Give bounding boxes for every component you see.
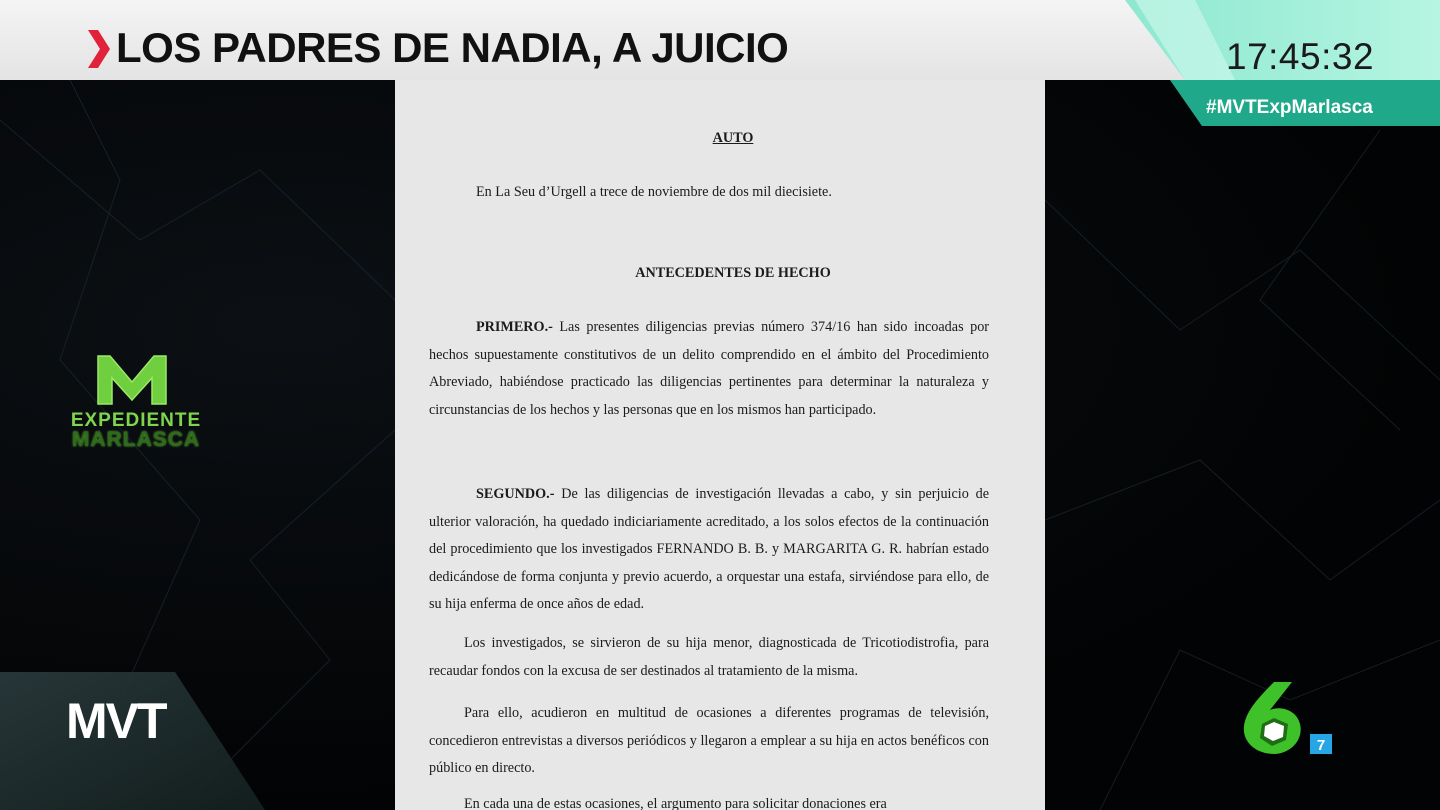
document-paragraph xyxy=(429,791,989,810)
court-document-page xyxy=(395,80,1045,810)
document-paragraph xyxy=(429,700,989,783)
document-paragraph-primero xyxy=(429,314,989,424)
chevron-right-icon xyxy=(88,30,110,68)
paragraph-text: Para ello, acudieron en multitud de ocasiones a diferentes programas de televisión, concedieron entrevistas a diversos periódicos y llegaron a emplear a su hija en actos benéficos con público en directo. xyxy=(429,705,989,776)
paragraph-lead: PRIMERO.- xyxy=(476,319,553,335)
channel-bug-mvt: MVT xyxy=(66,693,166,749)
paragraph-text: Las presentes diligencias previas número 374/16 han sido incoadas por hechos supuestamente constitutivos de un delito comprendido en el ámbito del Procedimiento Abreviado, habiéndose practicado las diligencias pertinentes para determinar la naturaleza y circunstancias de los hechos y las personas que en los mismos han participado. xyxy=(429,319,990,418)
document-title: AUTO xyxy=(712,130,754,146)
hashtag-label: #MVTExpMarlasca xyxy=(1206,97,1373,118)
expediente-logo-line2: MARLASCA xyxy=(71,428,201,451)
paragraph-lead: SEGUNDO.- xyxy=(476,486,555,502)
network-logo-badge: 7 xyxy=(1316,737,1326,754)
document-place-date: En La Seu d’Urgell a trece de noviembre de dos mil diecisiete. xyxy=(476,184,832,200)
headline-title: LOS PADRES DE NADIA, A JUICIO xyxy=(116,24,789,71)
paragraph-text: De las diligencias de investigación llevadas a cabo, y sin perjuicio de ulterior valoración, ha quedado indiciariamente acreditado, a los solos efectos de la continuación del procedimiento que los investigados FERNANDO B. B. y MARGARITA G. R. habrían estado dedicándose de forma conjunta y previo acuerdo, a orquestar una estafa, sirviéndose para ello, de su hija enferma de once años de edad. xyxy=(429,486,989,612)
expediente-logo-line1: EXPEDIENTE xyxy=(70,410,202,431)
paragraph-text: En cada una de estas ocasiones, el argumento para solicitar donaciones era xyxy=(464,796,887,810)
document-section-title: ANTECEDENTES DE HECHO xyxy=(635,265,831,281)
document-paragraph-segundo xyxy=(429,481,989,619)
paragraph-text: Los investigados, se sirvieron de su hija menor, diagnosticada de Tricotiodistrofia, para recaudar fondos con la excusa de ser destinados al tratamiento de la misma. xyxy=(429,635,989,679)
clock-time: 17:45:32 xyxy=(1226,36,1375,77)
expediente-marlasca-logo-mark xyxy=(96,352,168,406)
document-paragraph xyxy=(429,630,989,685)
lasexta-logo xyxy=(1234,680,1334,756)
